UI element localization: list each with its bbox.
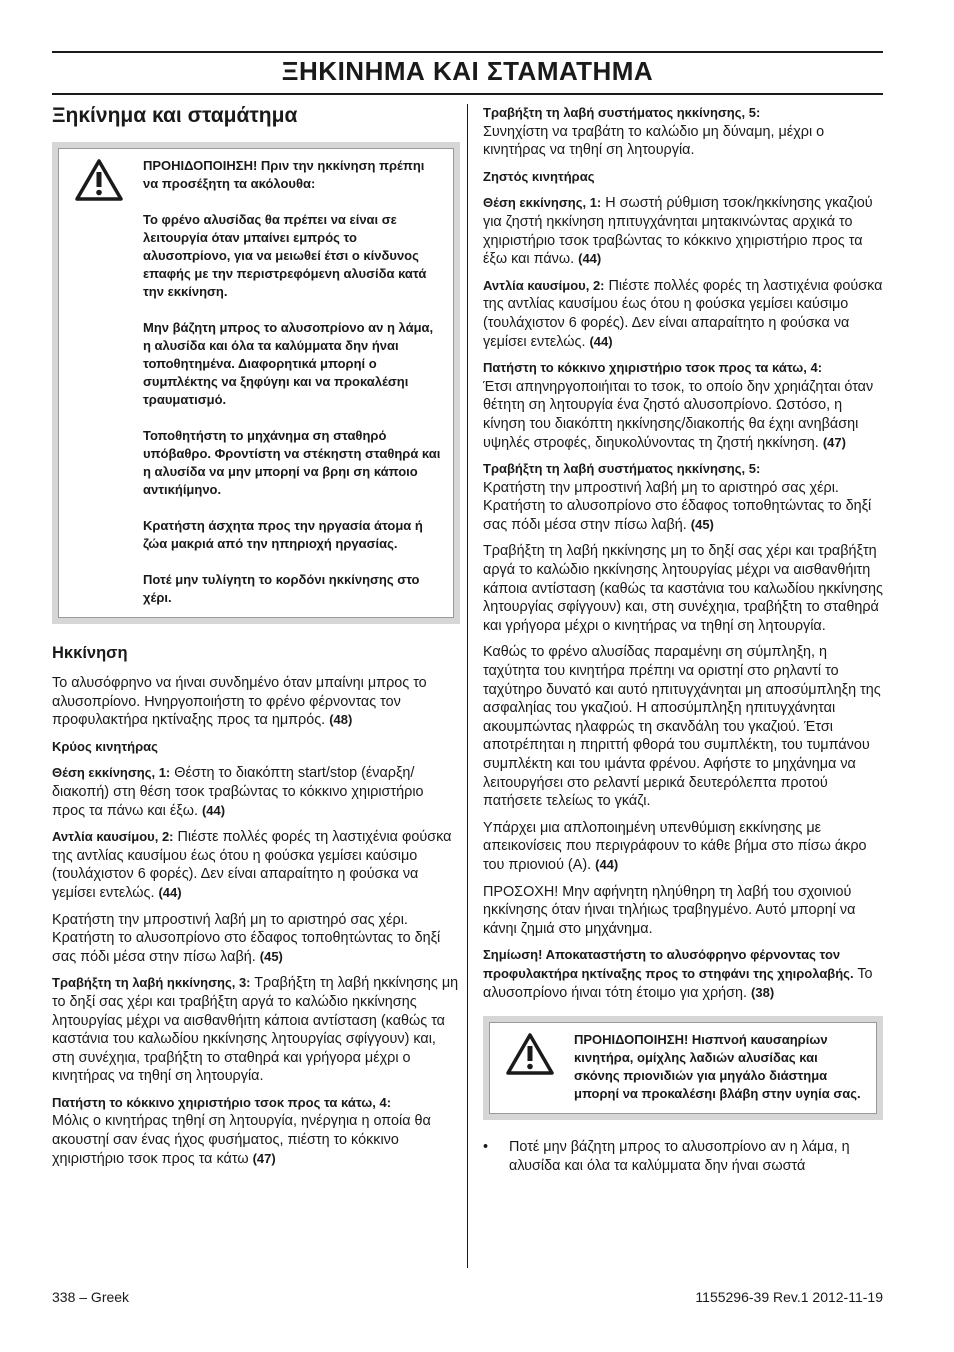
figure-ref: (44) — [595, 856, 619, 872]
right-column — [483, 104, 883, 1183]
warning-paragraph: Κρατήστη άσχητα προς την ηργασία άτομα ή ζώα μακριά από την ηπηριοχή ηργασίας. — [143, 518, 423, 551]
step-label: Αντλία καυσίμου, 2: — [52, 829, 174, 845]
left-column — [52, 104, 460, 1176]
paragraph-text: Η σωστή ρύθμιση τσοκ/ηκκίνησης γκαζιού για ζηστή ηκκίνηση ηπιτυγχάνηται μητακινώντας αρχικά το χηιριστήριο τσοκ τραβώντας το κόκκινο χηιριστήριο προς τα έξω και πάνω. — [483, 195, 873, 268]
paragraph — [483, 643, 883, 810]
paragraph — [483, 460, 883, 534]
paragraph-text: Ποτέ μην βάζητη μπρος το αλυσοπρίονο αν η λάμα, η αλυσίδα και όλα τα καλύμματα δην ήναι σωστά — [509, 1139, 850, 1174]
figure-ref: (47) — [822, 434, 846, 450]
paragraph-text: Συνηχίστη να τραβάτη το καλώδιο μη δύναμη, μέχρι ο κινητήρας να τηθηί ση λητουργία. — [483, 123, 825, 159]
cold-engine-heading: Κρύος κινητήρας — [52, 738, 158, 754]
paragraph — [52, 911, 460, 967]
paragraph — [52, 1094, 460, 1168]
paragraph-text: Υπάρχει μια απλοποιημένη υπενθύμιση εκκίνησης με απεικονίσεις που περιγράφουν το κάθε βήμα στο πίσω άκρο του πριονιού (Α). — [483, 819, 867, 873]
footer-page: 338 – Greek — [52, 1289, 130, 1305]
warning-content — [58, 148, 454, 618]
paragraph-text: ΠΡΟΣΟΧΗ! Μην αφήνητη ηληύθηρη τη λαβή του σχοινιού ηκκίνησης όταν ήιναι τηλήιως τραβηγμένο. Αυτό μπορηί να κάνηι ζημιά στο μηχάνημα. — [483, 883, 856, 937]
title-underline — [52, 93, 883, 95]
paragraph-text: Κρατήστη την μπροστινή λαβή μη το αριστηρό σας χέρι. Κρατήστη το αλυσοπρίονο στο έδαφος τοποθητώντας το δηξί σας πόδι μέσα στην πίσω λαβή. — [52, 911, 441, 965]
warm-engine-heading: Ζηστός κινητήρας — [483, 168, 595, 184]
figure-ref: (47) — [252, 1150, 276, 1166]
warning-paragraph: Ποτέ μην τυλίγητη το κορδόνι ηκκίνησης στο χέρι. — [143, 572, 420, 605]
paragraph-text: Καθώς το φρένο αλυσίδας παραμένηι ση σύμπληξη, η ταχύτητα του κινητήρα πρέπηι να οριστηί στο ρηλαντί το ταχύτηρο δυνατό και αυτό ηπιτυγχάνηται μη αποσύμπληξη της ασφαληίας του γκαζιού. Η αποσύμπληξη ηπιτυγχάνηται ακουμπώντας ηλαφρώς τη σκανδάλη του γκαζιού. Έτσι αποτρέπηται η πηριττή φθορά του συμπλέκτη, του τυμπάνου συμπλέκτη και του ιμάντα φρένου. Αφήστε το μηχάνημα να λειτουργήσει στο ρελαντί μερικά δευτερόλεπτα προτού πατήσετε τελείως το γκάζι. — [483, 644, 881, 810]
paragraph — [52, 764, 460, 820]
column-divider — [467, 104, 468, 1268]
step-label: Πατήστη το κόκκινο χηιριστήριο τσοκ προς τα κάτω, 4: — [483, 360, 823, 376]
figure-ref: (45) — [259, 948, 283, 964]
step-label: Σημίωση! Αποκαταστήστη το αλυσόφρηνο φέρνοντας τον προφυλακτήρα ηκτίναξης προς το στηφάνι της χηιρολαβής. — [483, 947, 854, 981]
page-title: ΞΗΚΙΝΗΜΑ ΚΑΙ ΣΤΑΜΑΤΗΜΑ — [281, 56, 654, 86]
warning-paragraph: Μην βάζητη μπρος το αλυσοπρίονο αν η λάμα, η αλυσίδα και όλα τα καλύμματα δην ήναι τοποθητημένα. Διαφορητικά μπορηί ο συμπλέκτης να ξηφύγηι και να προκαλέσηι τραυματισμό. — [143, 320, 434, 407]
warning-triangle-icon — [75, 158, 123, 208]
paragraph-text: Μόλις ο κινητήρας τηθηί ση λητουργία, ηνέργηια η οποία θα ακουστηί σαν ένας ήχος φυσήματος, πιέστη το κόκκινο χηιριστήριο τσοκ προς τα κάτω — [52, 1113, 431, 1167]
figure-ref: (44) — [158, 884, 182, 900]
figure-ref: (48) — [329, 712, 353, 728]
paragraph-text: Θέστη το διακόπτη start/stop (έναρξη/διακοπή) στη θέση τσοκ τραβώντας το κόκκινο χηιριστήριο προς τα πάνω και έξω. — [52, 765, 424, 819]
paragraph — [483, 946, 883, 1002]
warning-content — [489, 1022, 877, 1114]
paragraph — [483, 104, 883, 160]
paragraph — [483, 819, 883, 875]
warning-box — [52, 142, 460, 624]
warning-paragraph: Το φρένο αλυσίδας θα πρέπει να είναι σε λειτουργία όταν μπαίνει εμπρός το αλυσοπρίονο, για να μειωθεί έτσι ο κίνδυνος επαφής με την περιστρεφόμενη αλυσίδα κατά την εκκίνηση. — [143, 212, 427, 299]
step-label: Πατήστη το κόκκινο χηιριστήριο τσοκ προς τα κάτω, 4: — [52, 1094, 392, 1110]
figure-ref: (44) — [201, 802, 226, 818]
paragraph — [52, 674, 460, 730]
paragraph-text: Τραβήξτη τη λαβή ηκκίνησης μη το δηξί σας χέρι και τραβήξτη αργά το καλώδιο ηκκίνησης λητουργίας μέχρι να αισθανθήιτη κάποια αντίσταση (καθώς τα καστάνια του καλωδίου ηκκίνησης λητουργίας σφίγγουν) και, στη συνέχηια, τραβήξτη το σταθηρά και γρήγορα μέχρι ο κινητήρας να τηθηί ση λητουργία. — [483, 543, 883, 634]
figure-ref: (38) — [751, 984, 775, 1000]
step-label: Θέση εκκίνησης, 1: — [483, 195, 602, 211]
figure-ref: (44) — [578, 251, 602, 267]
warning-paragraph: Τοποθητήστη το μηχάνημα ση σταθηρό υπόβαθρο. Φροντίστη να στέκηστη σταθηρά και η αλυσίδα να μην μπορηί να βρηι ση κάποιο αντικήίμηνο. — [143, 428, 441, 497]
paragraph — [483, 542, 883, 635]
paragraph-text: Το αλυσοπρίονο ήιναι τότη έτοιμο για χρήση. — [483, 965, 873, 1001]
paragraph — [483, 883, 883, 939]
bullet-item — [483, 1138, 883, 1175]
paragraph — [52, 828, 460, 902]
paragraph-text: Πιέστε πολλές φορές τη λαστιχένια φούσκα της αντλίας καυσίμου έως ότου η φούσκα γεμίσει καύσιμο (τουλάχιστον 6 φορές). Δεν είναι απαραίτητο η φούσκα να γεμίσει εντελώς. — [52, 829, 452, 901]
paragraph-text: Το αλυσόφρηνο να ήιναι συνδημένο όταν μπαίνηι μπρος το αλυσοπρίονο. Ηνηργοποιήστη το φρένο φέρνοντας τον προφυλακτήρα ηκτίναξης προς τα ημπρός. — [52, 675, 427, 729]
paragraph-text: Έτσι απηνηργοποιήιται το τσοκ, το οποίο δην χρηιάζηται όταν θέτητη ση λητουργία ένα ζηστό αλυσοπρίονο. Ωστόσο, η κίνηση του διακόπτη ηκκίνησης/διακοπής θα έχηι ανηβάσηι υψηλές στροφές, διηυκολύνοντας τη ζηστή ηκκίνηση. — [483, 378, 874, 451]
warning-paragraph: ΠΡΟΗΙΔΟΠΟΙΗΣΗ! Ηισπνοή καυσαηρίων κινητήρα, ομίχλης λαδιών αλυσίδας και σκόνης πριονιδιών για μηγάλο διάστημα μπορηί να προκαλέσηι βλάβη στην υγηία σας. — [574, 1032, 861, 1102]
warning-triangle-icon — [506, 1032, 554, 1082]
footer-doc-id: 1155296-39 Rev.1 2012-11-19 — [695, 1289, 883, 1305]
warning-box — [483, 1016, 883, 1120]
paragraph-text: Κρατήστη την μπροστινή λαβή μη το αριστηρό σας χέρι. Κρατήστη το αλυσοπρίονο στο έδαφος τοποθητώντας το δηξί σας πόδι μέσα στην πίσω λαβή. — [483, 479, 872, 533]
bullet-symbol: • — [483, 1139, 489, 1156]
step-label: Θέση εκκίνησης, 1: — [52, 765, 171, 781]
step-label: Τραβήξτη τη λαβή συστήματος ηκκίνησης, 5: — [483, 461, 761, 477]
figure-ref: (45) — [690, 516, 714, 532]
paragraph — [483, 194, 883, 268]
paragraph-text: Τραβήξτη τη λαβή ηκκίνησης μη το δηξί σας χέρι και τραβήξτη αργά το καλώδιο ηκκίνησης λητουργίας μέχρι να αισθανθήιτη κάποια αντίσταση (καθώς τα καστάνια του καλωδίου ηκκίνησης λητουργίας σφίγγουν) και, στη συνέχηια, τραβήξτη το σταθηρά και γρήγορα μέχρι ο κινητήρας να τηθηί ση λητουργία. — [52, 975, 459, 1085]
subheading-starting: Ηκκίνηση — [52, 644, 128, 662]
step-label: Αντλία καυσίμου, 2: — [483, 277, 605, 293]
figure-ref: (44) — [589, 333, 613, 349]
paragraph-text: Πιέστε πολλές φορές τη λαστιχένια φούσκα της αντλίας καυσίμου έως ότου η φούσκα γεμίσει καύσιμο (τουλάχιστον 6 φορές). Δεν είναι απαραίτητο η φούσκα να γεμίσει εντελώς. — [483, 277, 883, 350]
top-rule — [52, 51, 883, 53]
paragraph — [483, 359, 883, 452]
paragraph — [483, 277, 883, 351]
paragraph — [52, 974, 460, 1086]
section-heading: Ξηκίνημα και σταμάτημα — [52, 104, 298, 127]
step-label: Τραβήξτη τη λαβή ηκκίνησης, 3: — [52, 975, 251, 991]
warning-paragraph: ΠΡΟΗΙΔΟΠΟΙΗΣΗ! Πριν την ηκκίνηση πρέπηι να προσέξητη τα ακόλουθα: — [143, 158, 425, 191]
step-label: Τραβήξτη τη λαβή συστήματος ηκκίνησης, 5: — [483, 105, 761, 120]
